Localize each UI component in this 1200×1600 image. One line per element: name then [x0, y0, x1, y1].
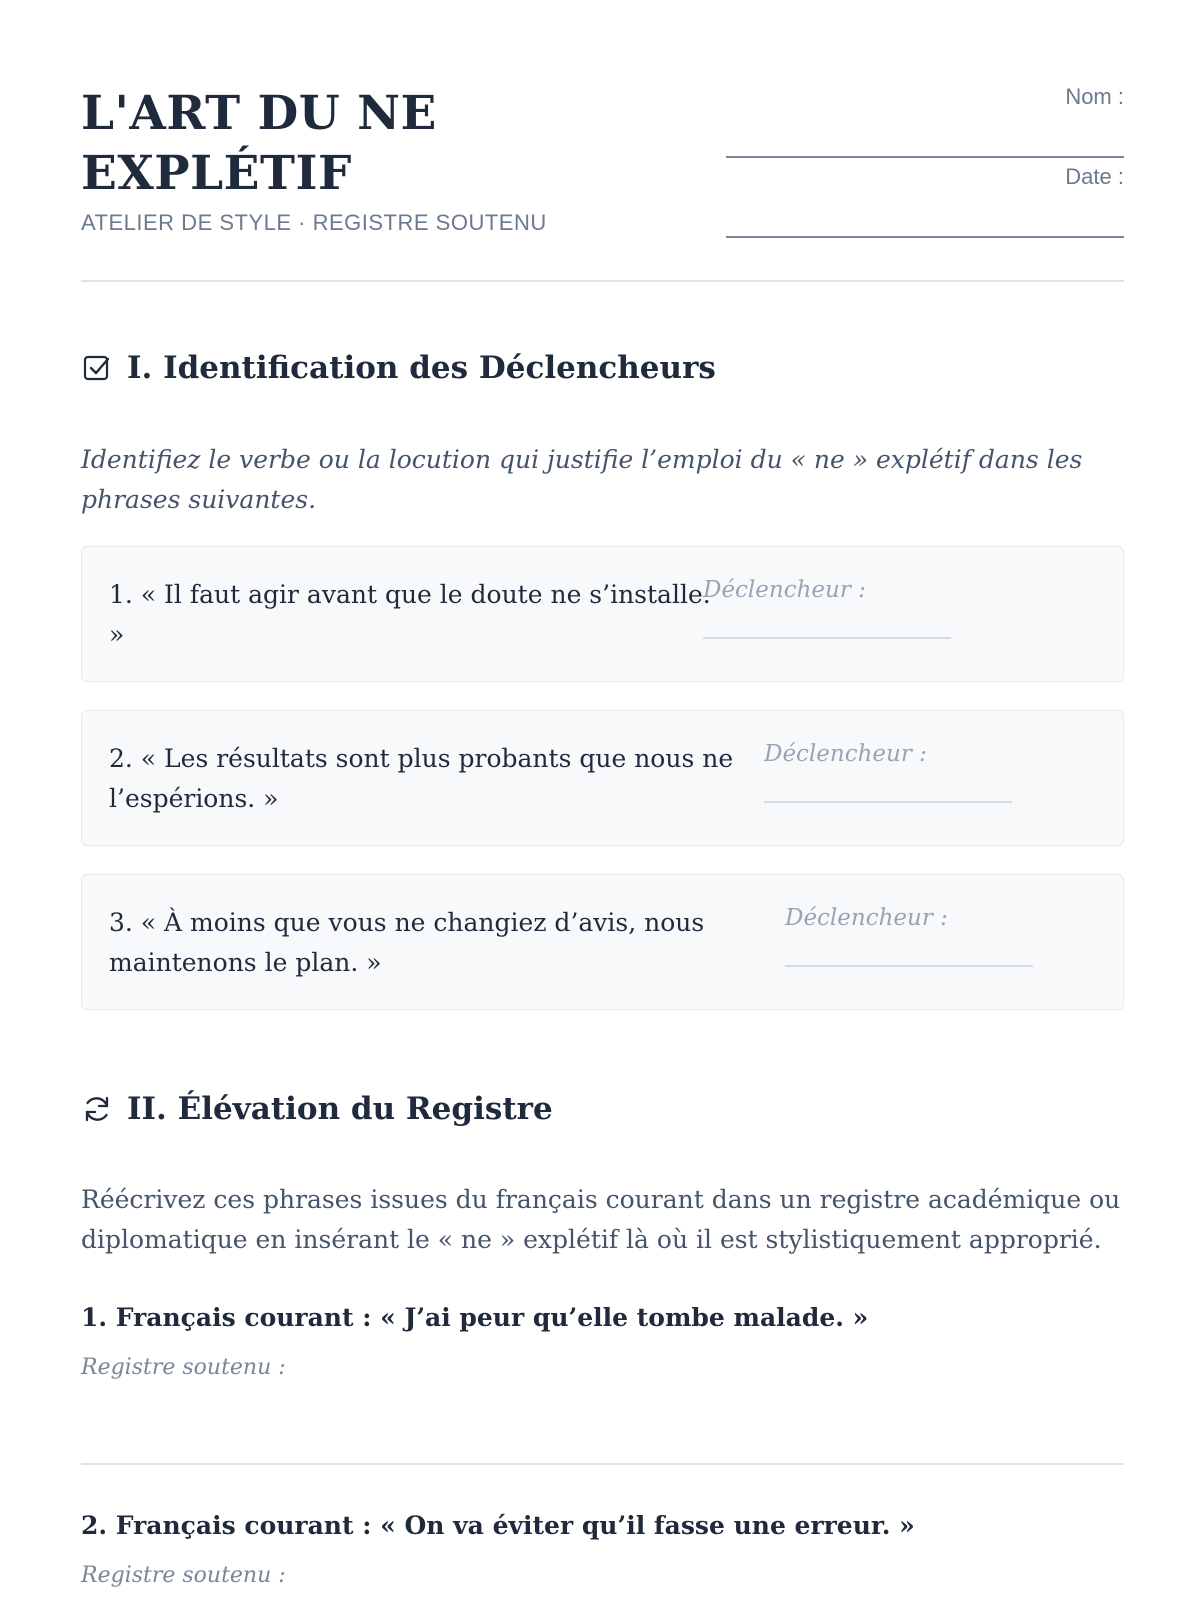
card-2-answer-field[interactable] — [764, 741, 1012, 803]
section-2-title-text: II. Élévation du Registre — [127, 1091, 553, 1127]
section-1-title-text: I. Identification des Déclencheurs — [127, 350, 716, 386]
card-2-answer-label: Déclencheur : — [764, 741, 927, 767]
section-1-title — [81, 348, 716, 388]
trigger-card-2 — [81, 710, 1124, 846]
trigger-card-3 — [81, 874, 1124, 1010]
card-3-sentence-line-1: 3. « À moins que vous ne changiez d’avis, nous — [109, 908, 705, 937]
title-line-2: EXPLÉTIF — [81, 146, 352, 201]
card-3-answer-field[interactable] — [785, 905, 1033, 967]
worksheet-title — [81, 84, 437, 204]
date-field[interactable] — [726, 160, 1124, 238]
card-1-answer-field[interactable] — [703, 577, 951, 639]
card-3-sentence-line-2: maintenons le plan. » — [109, 948, 382, 977]
card-3-answer-label: Déclencheur : — [785, 905, 948, 931]
card-2-sentence-line-1: 2. « Les résultats sont plus probants que nous ne — [109, 744, 734, 773]
checkbox-icon — [81, 352, 113, 384]
rewrite-answer-label-1: Registre soutenu : — [81, 1355, 286, 1380]
section-1-instructions: Identifiez le verbe ou la locution qui justifie l’emploi du « ne » explétif dans les phrases suivantes. — [81, 445, 1083, 514]
rewrite-question-1: 1. Français courant : « J’ai peur qu’elle tombe malade. » — [81, 1303, 869, 1332]
refresh-icon — [81, 1093, 113, 1125]
worksheet-subtitle: ATELIER DE STYLE · REGISTRE SOUTENU — [81, 210, 547, 235]
student-info — [726, 80, 1124, 240]
worksheet-page — [81, 0, 1124, 1588]
rewrite-answer-line-1[interactable] — [81, 1463, 1124, 1465]
card-1-sentence-line-1: 1. « Il faut agir avant que le doute ne s’installe. — [109, 580, 711, 609]
worksheet-header — [81, 0, 1124, 282]
name-field[interactable] — [726, 80, 1124, 158]
card-1-sentence-line-2: » — [109, 620, 125, 649]
trigger-card-1 — [81, 546, 1124, 682]
section-2-instructions: Réécrivez ces phrases issues du français courant dans un registre académique ou diplomatique en insérant le « ne » explétif là où il est stylistiquement approprié. — [81, 1185, 1121, 1254]
card-1-answer-label: Déclencheur : — [703, 577, 866, 603]
card-2-sentence — [109, 739, 733, 819]
card-2-sentence-line-2: l’espérions. » — [109, 784, 279, 813]
card-1-sentence — [109, 575, 711, 655]
rewrite-answer-label-2: Registre soutenu : — [81, 1563, 286, 1588]
date-label: Date : — [1065, 164, 1124, 189]
section-2-title — [81, 1089, 553, 1129]
title-line-1: L'ART DU NE — [81, 86, 437, 141]
rewrite-question-2: 2. Français courant : « On va éviter qu’il fasse une erreur. » — [81, 1511, 915, 1540]
name-label: Nom : — [1065, 84, 1124, 109]
card-3-sentence — [109, 903, 704, 983]
